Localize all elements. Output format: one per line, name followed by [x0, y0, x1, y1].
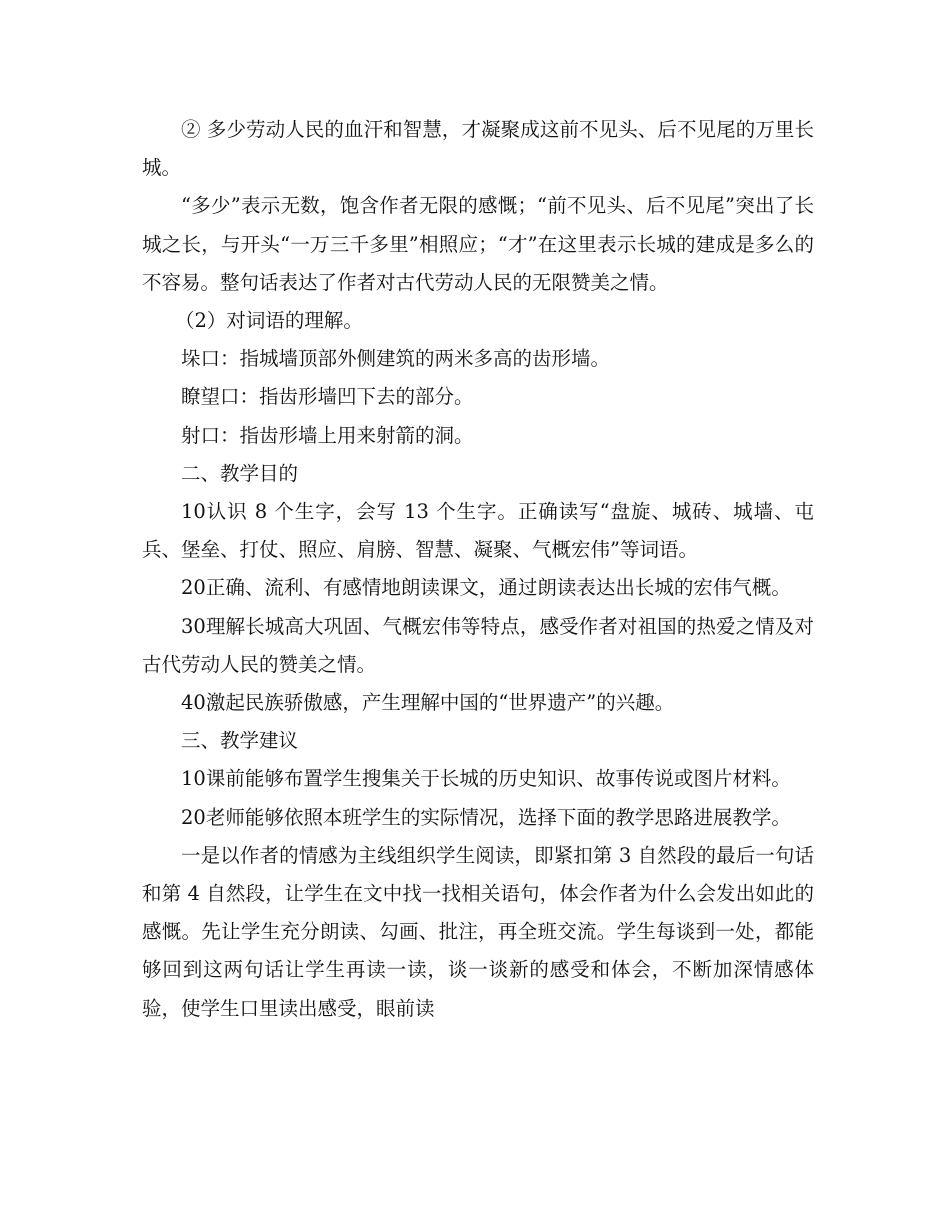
goal-item-4: 40激起民族骄傲感，产生理解中国的“世界遗产”的兴趣。 — [181, 691, 675, 715]
paragraph-sentence-2: ② 多少劳动人民的血汗和智慧，才凝聚成这前不见头、后不见尾的万里长城。 — [142, 118, 814, 180]
section-heading-teaching-goals: 二、教学目的 — [181, 461, 299, 485]
suggestion-approach-1: 一是以作者的情感为主线组织学生阅读，即紧扣第 3 自然段的最后一句话和第 4 自然段，让学生在文中找一找相关语句，体会作者为什么会发出如此的感慨。先让学生充分朗读、勾画、批注，再全班交流。学生每谈到一处，都能够回到这两句话让学生再读一读，谈一谈新的感受和体会，不断加深情感体验，使学生口里读出感受，眼前读 — [142, 843, 814, 1020]
definition-duokou: 垛口：指城墙顶部外侧建筑的两米多高的齿形墙。 — [181, 347, 611, 371]
section-heading-teaching-suggestions: 三、教学建议 — [181, 729, 299, 753]
subheading-word-understanding: （2）对词语的理解。 — [175, 309, 363, 333]
definition-liaowangkou: 瞭望口：指齿形墙凹下去的部分。 — [181, 385, 474, 409]
suggestion-item-2: 20老师能够依照本班学生的实际情况，选择下面的教学思路进展教学。 — [181, 805, 791, 829]
suggestion-item-1: 10课前能够布置学生搜集关于长城的历史知识、故事传说或图片材料。 — [181, 767, 791, 791]
definition-shekou: 射口：指齿形墙上用来射箭的洞。 — [181, 423, 474, 447]
document-page — [142, 111, 814, 1028]
goal-item-1: 10认识 8 个生字，会写 13 个生字。正确读写“盘旋、城砖、城墙、屯兵、堡垒、打仗、照应、肩膀、智慧、凝聚、气概宏伟”等词语。 — [142, 500, 814, 562]
paragraph-analysis: “多少”表示无数，饱含作者无限的感慨；“前不见头、后不见尾”突出了长城之长，与开头“一万三千多里”相照应；“才”在这里表示长城的建成是多么的不容易。整句话表达了作者对古代劳动人民的无限赞美之情。 — [142, 194, 814, 294]
goal-item-3: 30理解长城高大巩固、气概宏伟等特点，感受作者对祖国的热爱之情及对古代劳动人民的赞美之情。 — [142, 614, 814, 676]
goal-item-2: 20正确、流利、有感情地朗读课文，通过朗读表达出长城的宏伟气概。 — [181, 576, 791, 600]
